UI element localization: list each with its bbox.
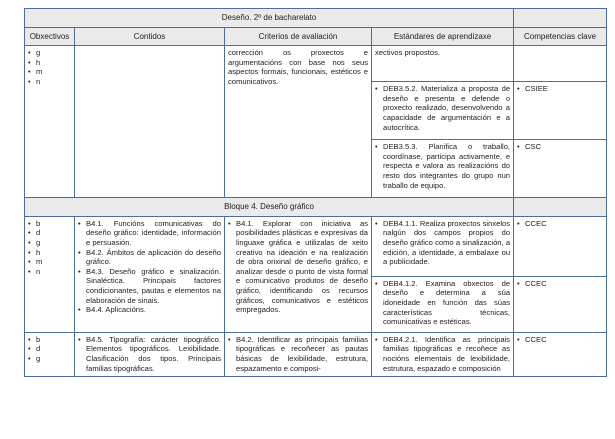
- standard-cell: xectivos propostos.: [372, 46, 514, 82]
- header-contidos: Contidos: [75, 27, 225, 46]
- list-item: • d: [28, 228, 71, 238]
- list-item: • CSIEE: [517, 84, 603, 94]
- contidos-cell: [75, 216, 225, 332]
- list-item: • B4.4. Aplicacións.: [78, 305, 221, 315]
- list-item: • B4.2. Ámbitos de aplicación do deseño gráfico.: [78, 248, 221, 267]
- list-item: • g: [28, 238, 71, 248]
- obxectivos-cell: [25, 332, 75, 376]
- table-row: [25, 46, 607, 82]
- list-item: • DEB4.1.1. Realiza proxectos sinxelos nalgún dos campos propios do deseño gráfico como a sinalización, a edición, a identidade, a embalaxe ou a publicidade.: [375, 219, 510, 267]
- contidos-cell: [75, 46, 225, 198]
- list-item: • d: [28, 344, 71, 354]
- standard-cell: [372, 276, 514, 332]
- competencia-cell: [514, 82, 607, 140]
- list-item: • B4.1. Funcións comunicativas do deseño gráfico: identidade, información e persuasión.: [78, 219, 221, 248]
- block-title-spacer: [514, 198, 607, 217]
- competencia-cell: [514, 276, 607, 332]
- list-item: • m: [28, 67, 71, 77]
- obxectivos-cell: [25, 46, 75, 198]
- list-item: • B4.1. Explorar con iniciativa as posibilidades plásticas e expresivas da linguaxe gráfica e utilizalas de xeito creativo na ideación e na realización de obra orixinal de deseño gráfico, e analizar desde o punto de vista formal e comunicativo produtos de deseño gráfico, identificando os recursos gráficos, comunicativos e estéticos empregados.: [228, 219, 368, 315]
- list-item: • CSC: [517, 142, 603, 152]
- list-item: • DEB3.5.2. Materializa a proposta de deseño e presenta e defende o proxecto realizado, desenvolvendo a capacidade de argumentación e a autocrítica.: [375, 84, 510, 132]
- standard-cell: [372, 216, 514, 276]
- table-title: Deseño. 2º de bacharelato: [25, 9, 514, 28]
- criterio-cell: [225, 216, 372, 332]
- list-item: • B4.3. Deseño gráfico e sinalización. Sinaléctica. Principais factores condicionantes, pautas e elementos na elaboración de sinais.: [78, 267, 221, 305]
- list-item: • CCEC: [517, 219, 603, 229]
- list-item: • DEB4.2.1. Identifica as principais familias tipográficas e recoñece as nocións elementais de lexibilidade, estrutura, espazado e composición: [375, 335, 510, 373]
- list-item: • n: [28, 267, 71, 277]
- block-title: Bloque 4. Deseño gráfico: [25, 198, 514, 217]
- list-item: • B4.2. Identificar as principais familias tipográficas e recoñecer as pautas básicas de lexibilidade, estrutura, espazamento e composi-: [228, 335, 368, 373]
- list-item: • m: [28, 257, 71, 267]
- header-competencias: Competencias clave: [514, 27, 607, 46]
- list-item: • CCEC: [517, 335, 603, 345]
- obxectivos-cell: [25, 216, 75, 332]
- header-estandares: Estándares de aprendizaxe: [372, 27, 514, 46]
- competencia-cell: [514, 332, 607, 376]
- list-item: • b: [28, 335, 71, 345]
- competencia-cell: [514, 216, 607, 276]
- list-item: • B4.5. Tipografía: carácter tipográfico. Elementos tipográficos. Lexibilidade. Clasificación dos tipos. Principais familias tipográficas.: [78, 335, 221, 373]
- standard-cell: [372, 140, 514, 198]
- list-item: • h: [28, 58, 71, 68]
- table-title-row: [25, 9, 607, 28]
- table-row: [25, 216, 607, 276]
- standard-cell: [372, 82, 514, 140]
- table-row: [25, 332, 607, 376]
- list-item: • DEB4.1.2. Examina obxectos de deseño e determina a súa idoneidade en función das súas características técnicas, comunicativas e estéticas.: [375, 279, 510, 327]
- list-item: • g: [28, 48, 71, 58]
- contidos-cell: [75, 332, 225, 376]
- list-item: • h: [28, 248, 71, 258]
- criterio-cell: [225, 332, 372, 376]
- competencia-cell: [514, 46, 607, 82]
- list-item: • DEB3.5.3. Planifica o traballo, coordínase, participa activamente, e respecta e valora as realizacións do resto dos integrantes do grupo nun traballo de equipo.: [375, 142, 510, 190]
- header-obxectivos: Obxectivos: [25, 27, 75, 46]
- table-title-spacer: [514, 9, 607, 28]
- curriculum-table: [24, 8, 607, 377]
- standard-cell: [372, 332, 514, 376]
- competencia-cell: [514, 140, 607, 198]
- list-item: • CCEC: [517, 279, 603, 289]
- header-criterios: Criterios de avaliación: [225, 27, 372, 46]
- column-header-row: [25, 27, 607, 46]
- criterio-cell: corrección os proxectos e argumentacións con base nos seus aspectos formais, funcionais, estéticos e comunicativos.: [225, 46, 372, 198]
- curriculum-page: [24, 8, 606, 377]
- block-title-row: [25, 198, 607, 217]
- list-item: • n: [28, 77, 71, 87]
- list-item: • g: [28, 354, 71, 364]
- list-item: • b: [28, 219, 71, 229]
